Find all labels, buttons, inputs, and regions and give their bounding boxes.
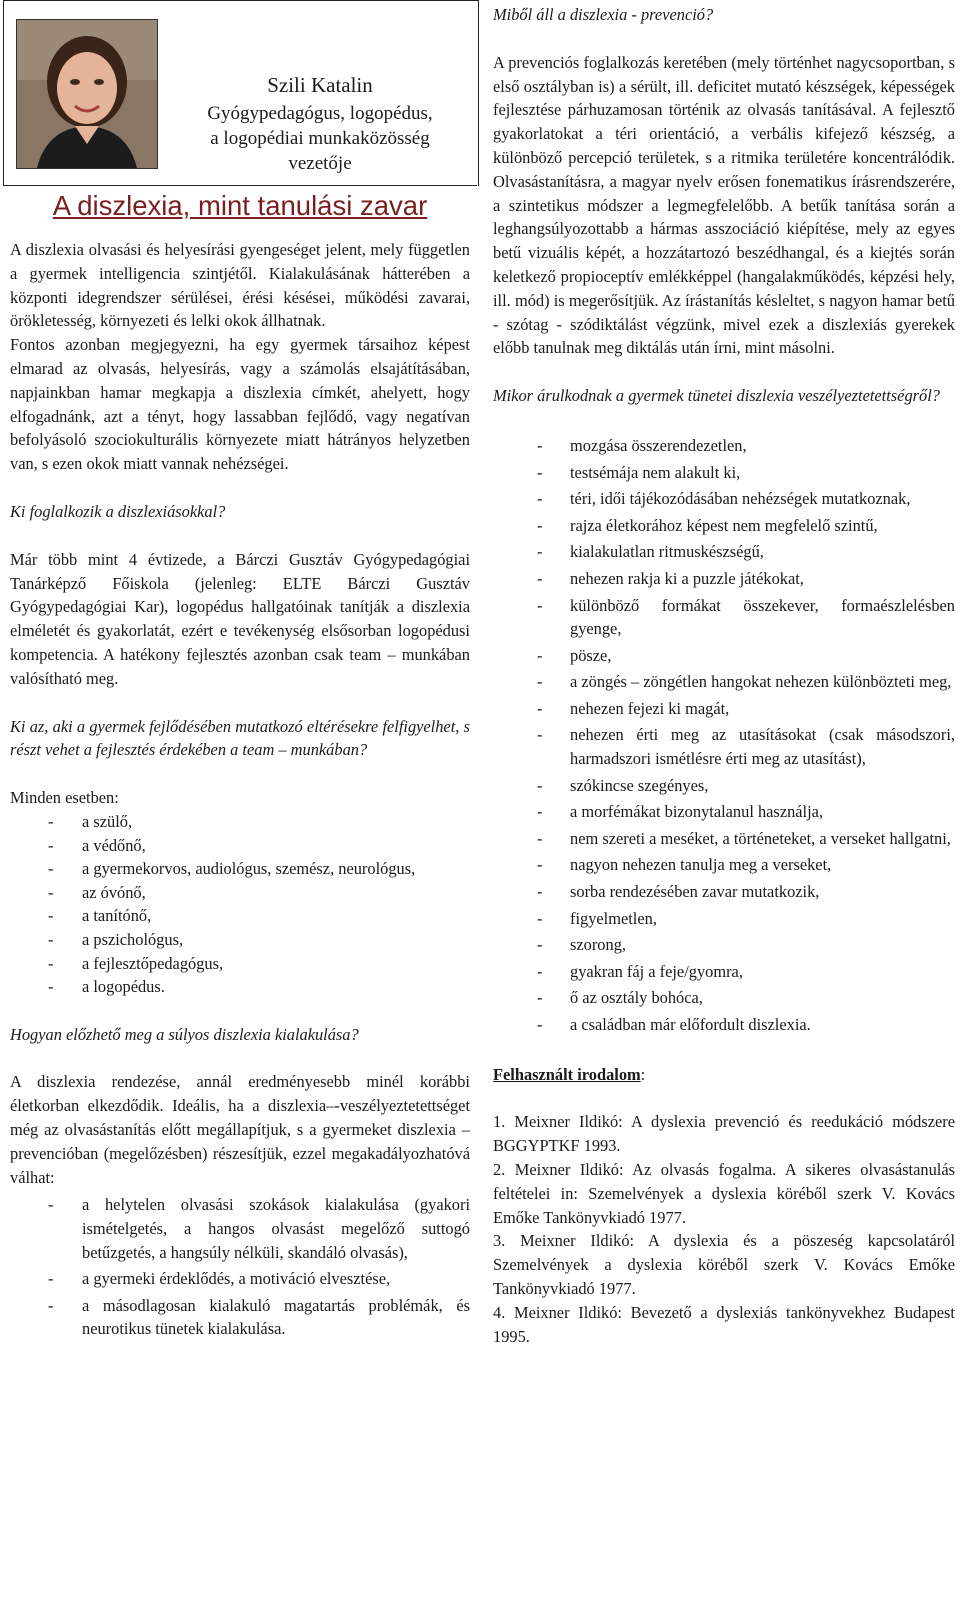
list-item: - mozgása összerendezetlen,	[533, 434, 955, 458]
list-item: - szorong,	[533, 933, 955, 957]
author-role	[164, 101, 476, 176]
list-item: - a fejlesztőpedagógus,	[10, 952, 470, 976]
literature-item: 2. Meixner Ildikó: Az olvasás fogalma. A sikeres olvasástanulás feltételei in: Szemelvények a dyslexia köréből szerk V. Kovács Emőke Tankönyvkiadó 1977.	[493, 1160, 955, 1227]
list-item: - a tanítónő,	[10, 904, 470, 928]
article-title: A diszlexia, mint tanulási zavar	[3, 185, 477, 226]
author-name: Szili Katalin	[267, 73, 373, 97]
literature-heading-label: Felhasznált irodalom	[493, 1064, 641, 1084]
intro-paragraph: A diszlexia olvasási és helyesírási gyengeséget jelent, mely független a gyermek intelligencia szintjétől. Kialakulásának hátterében a központi idegrendszer sérülései, érési késései, működési zavarai, örökletesség, környezeti és lelki okok állhatnak.	[10, 240, 470, 331]
author-role-line: Gyógypedagógus, logopédus,	[207, 103, 433, 124]
author-role-line: vezetője	[288, 153, 352, 174]
list-item: - nem szereti a meséket, a történeteket, a verseket hallgatni,	[533, 827, 955, 851]
list-item: - sorba rendezésében zavar mutatkozik,	[533, 880, 955, 904]
literature-heading-colon: :	[640, 1064, 646, 1084]
list-item: - nehezen rakja ki a puzzle játékokat,	[533, 567, 955, 591]
question-heading: Ki az, aki a gyermek fejlődésében mutatkozó eltérésekre felfigyelhet, s részt vehet a fejlesztés érdekében a team – munkában?	[10, 716, 470, 760]
list-item: - a védőnő,	[10, 834, 470, 858]
list-item: - a pszichológus,	[10, 928, 470, 952]
list-item: - a gyermekorvos, audiológus, szemész, neurológus,	[10, 857, 470, 881]
list-item: - a logopédus.	[10, 975, 470, 999]
list-item: - a gyermeki érdeklődés, a motiváció elvesztése,	[10, 1267, 470, 1291]
list-item: - nehezen fejezi ki magát,	[533, 697, 955, 721]
right-column	[493, 0, 955, 1348]
question-heading: Mikor árulkodnak a gyermek tünetei diszlexia veszélyeztetettségről?	[493, 386, 940, 406]
intro-paragraph: Fontos azonban megjegyezni, ha egy gyermek társaihoz képest elmarad az olvasás, helyesírás, vagy a számolás elsajátításában, napjainkban hamar megkapja a diszlexia címkét, ahelyett, hogy elfogadnánk, azt a tényt, hogy lassabban fejlődő, vagy negatívan befolyásoló szociokulturális környezete miatt hátrányos helyzetben van, s ezen okok miatt vannak nehézségei.	[10, 335, 470, 474]
prevention-description: A prevenciós foglalkozás keretében (mely történhet nagycsoportban, s első osztályban is) a sérült, ill. deficitet mutató készségek, képességek fejlesztése párhuzamosan történik az olvasás tanításával. A fejlesztő gyakorlatokat a téri orientáció, a verbális kifejező készség, a különböző percepció területek, s a ritmika területére koncentrálódik. Olvasástanításra, a magyar nyelv erősen fonematikus írásrendszerére, a szintetikus módszer a legmegfelelőbb. A betűk tanítása során a leghangsúlyozottabb a hármas asszociáció kiépítése, mely az egyes betű vizuális képét, a hozzátartozó beszédhangal, és a kiejtés során keletkező propioceptív emlékképpel (hangalakműködés, képzési hely, ill. mód) is megerősítjük. Az írástanítás késleltet, s nagyon hamar betű - szótag - szódiktálást végzünk, mivel ezek a diszlexiás gyerekek előbb tanulnak meg diktálás után írni, mint másolni.	[493, 52, 955, 358]
list-item: - a helytelen olvasási szokások kialakulása (gyakori ismételgetés, a hangos olvasást megelőző suttogó betűzgetés, a hangsúly nélküli, skandáló olvasás),	[10, 1193, 470, 1264]
question-heading: Ki foglalkozik a diszlexiásokkal?	[10, 501, 226, 521]
left-column	[10, 0, 470, 1339]
list-item: - a morfémákat bizonytalanul használja,	[533, 800, 955, 824]
list-item: - kialakulatlan ritmuskészségű,	[533, 540, 955, 564]
prevention-paragraph: A diszlexia rendezése, annál eredményesebb minél korábbi életkorban elkezdődik. Ideális, ha a diszlexia–-veszélyeztetettséget még az olvasástanítás előtt megállapítjuk, s a gyermeket diszlexia – prevencióban (megelőzésben) részesítjük, ezzel megakadályozhatóvá válhat:	[10, 1072, 470, 1187]
literature-list	[493, 1110, 955, 1348]
list-item: - szókincse szegényes,	[533, 774, 955, 798]
list-item: - a másodlagosan kialakuló magatartás problémák, és neurotikus tünetek kialakulása.	[10, 1294, 470, 1341]
left-body	[10, 238, 470, 1344]
list-item: - különböző formákat összekever, formaészlelésben gyenge,	[533, 594, 955, 641]
author-role-line: a logopédiai munkaközösség	[210, 128, 430, 149]
list-intro: Minden esetben:	[10, 788, 119, 808]
list-item: - a családban már előfordult diszlexia.	[533, 1013, 955, 1037]
literature-heading	[493, 1063, 955, 1087]
list-item: - nagyon nehezen tanulja meg a verseket,	[533, 853, 955, 877]
list-item: - rajza életkorához képest nem megfelelő szintű,	[533, 514, 955, 538]
literature-item: 4. Meixner Ildikó: Bevezető a dyslexiás tankönyvekhez Budapest 1995.	[493, 1302, 955, 1346]
list-item: - téri, idői tájékozódásában nehézségek mutatkoznak,	[533, 487, 955, 511]
literature-item: 1. Meixner Ildikó: A dyslexia prevenció és reedukáció módszere BGGYPTKF 1993.	[493, 1112, 955, 1156]
list-item: - a zöngés – zöngétlen hangokat nehezen különbözteti meg,	[533, 670, 955, 694]
author-photo	[16, 19, 158, 169]
question-heading: Miből áll a diszlexia - prevenció?	[493, 5, 714, 24]
list-item: - pösze,	[533, 644, 955, 668]
symptom-list	[493, 434, 955, 1037]
list-item: - testsémája nem alakult ki,	[533, 461, 955, 485]
list-item: - gyakran fáj a feje/gyomra,	[533, 960, 955, 984]
list-item: - figyelmetlen,	[533, 907, 955, 931]
author-header	[3, 0, 479, 186]
prevention-list	[10, 1193, 470, 1341]
portrait-image	[17, 20, 157, 168]
literature-item: 3. Meixner Ildikó: A dyslexia és a pöszeség kapcsolatáról Szemelvények a dyslexia köréből szerk V. Kovács Emőke Tankönyvkiadó 1977.	[493, 1231, 955, 1298]
list-item: - nehezen érti meg az utasításokat (csak másodszori, harmadszori ismétlésre érti meg az utasítást),	[533, 723, 955, 770]
list-item: - a szülő,	[10, 810, 470, 834]
question-heading: Hogyan előzhető meg a súlyos diszlexia kialakulása?	[10, 1024, 359, 1044]
list-item: - ő az osztály bohóca,	[533, 986, 955, 1010]
list-item: - az óvónő,	[10, 881, 470, 905]
who-paragraph: Már több mint 4 évtizede, a Bárczi Gusztáv Gyógypedagógiai Tanárképző Főiskola (jelenleg: ELTE Bárczi Gusztáv Gyógypedagógiai Kar), logopédus hallgatóinak tanítják a diszlexia elméletét és gyakorlatát, ezért e tevékenység elsősorban logopédusi kompetencia. A hatékony fejlesztés azonban csak team – munkában valósítható meg.	[10, 549, 470, 688]
specialist-list	[10, 810, 470, 999]
